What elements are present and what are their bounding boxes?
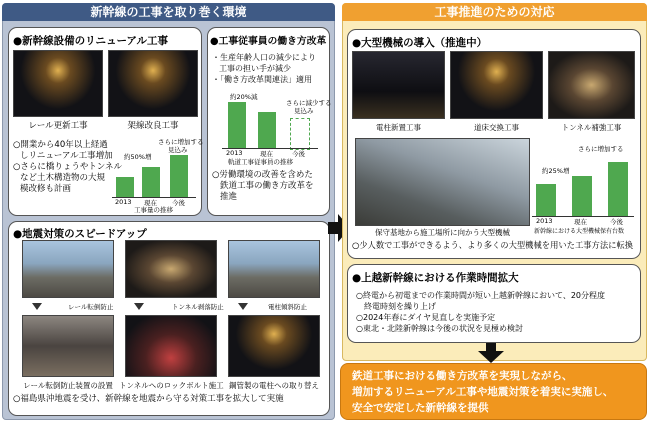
m-chart-pct: 約25%増 — [542, 167, 570, 175]
machines-footer: ○少人数で工事ができるよう、より多くの大型機械を用いた工事方法に転換 — [352, 240, 634, 250]
cat-2013: 2013 — [115, 198, 132, 206]
rock-bolt-photo — [125, 315, 217, 377]
machines-caption-1: 電柱新置工事 — [376, 123, 421, 132]
hours-text-4: ○東北・北陸新幹線は今後の状況を見極め検討 — [356, 324, 523, 333]
workers-chart — [218, 90, 332, 166]
seismic-arrow-1: レール転倒防止 — [68, 303, 114, 311]
w-chart-note-1: さらに減少する — [286, 99, 332, 107]
machines-caption-4: 保守基地から施工場所に向かう大型機械 — [375, 228, 510, 237]
pole-install-photo — [352, 51, 445, 119]
seismic-title: ●地震対策のスピードアップ — [13, 228, 147, 240]
seismic-arrow-3: 電柱傾斜防止 — [268, 303, 307, 311]
chart-caption: 工事量の推移 — [134, 206, 173, 214]
w-chart-pct: 約20%減 — [230, 93, 258, 101]
rail-renewal-caption: レール更新工事 — [28, 121, 88, 131]
machines-caption-3: トンネル補強工事 — [561, 123, 622, 132]
machines-chart — [532, 140, 638, 234]
arrow-down-icon — [134, 303, 144, 310]
depot-machine-photo — [355, 138, 530, 226]
conclusion-line-1: 鉄道工事における働き方改革を実現しながら、 — [352, 370, 573, 382]
workstyle-text-1: ・生産年齢人口の減少により — [212, 53, 316, 62]
renewal-text-5: 模改修も計画 — [20, 184, 72, 194]
m-bar-2013 — [536, 184, 556, 216]
w-chart-note-2: 見込み — [294, 107, 314, 115]
machines-title: ●大型機械の導入（推進中） — [352, 37, 488, 49]
catenary-photo — [108, 50, 198, 117]
w-bar-future — [290, 118, 310, 150]
right-section-header: 工事推進のための対応 — [342, 3, 647, 21]
conclusion-line-3: 安全で安定した新幹線を提供 — [352, 402, 489, 414]
tunnel-reinforce-photo — [548, 51, 635, 119]
workstyle-text-2: 工事の担い手が減少 — [219, 64, 291, 73]
steel-pole-photo — [228, 315, 320, 377]
w-cat-future: 今後 — [292, 150, 305, 158]
arrow-down-icon — [478, 343, 504, 363]
m-cat-2013: 2013 — [536, 217, 553, 225]
w-chart-caption: 軌道工事従事員の推移 — [228, 158, 293, 166]
hours-text-1: ○終電から初電までの作業時間が短い上越新幹線において、20分程度 — [356, 291, 605, 300]
derailed-train-photo — [22, 240, 114, 298]
seismic-arrow-2: トンネル剥落防止 — [172, 303, 224, 311]
ballast-photo — [450, 51, 543, 119]
w-cat-current: 現在 — [260, 150, 273, 158]
tunnel-damage-photo — [125, 240, 217, 298]
workstyle-text-6: 推進 — [220, 192, 238, 202]
machines-caption-2: 道床交換工事 — [474, 123, 519, 132]
chart-note-2: 見込み — [168, 146, 188, 154]
hours-title: ●上越新幹線における作業時間拡大 — [352, 272, 519, 284]
cat-future: 今後 — [172, 199, 185, 207]
bar-future — [170, 155, 188, 197]
cat-current: 現在 — [144, 199, 157, 207]
renewal-text-4: など土木構造物の大規 — [20, 173, 106, 183]
hours-text-3: ○2024年春にダイヤ見直しを実施予定 — [356, 313, 496, 322]
w-cat-2013: 2013 — [226, 149, 243, 157]
m-bar-future — [608, 162, 628, 216]
m-cat-future: 今後 — [610, 218, 623, 226]
m-chart-caption: 新幹線における大型機械保有台数 — [534, 228, 625, 235]
work-volume-chart — [112, 137, 204, 214]
workstyle-text-3: ・「働き方改革関連法」適用 — [212, 75, 312, 84]
chart-note-1: さらに増加する — [158, 138, 204, 146]
seismic-caption-3: 鋼管製の電柱への取り替え — [229, 381, 319, 390]
w-bar-current — [258, 112, 276, 148]
seismic-caption-2: トンネルへのロックボルト施工 — [119, 381, 224, 390]
seismic-footer: ○福島県沖地震を受け、新幹線を地震から守る対策工事を拡大して実施 — [13, 394, 284, 404]
w-bar-2013 — [228, 102, 246, 148]
workstyle-text-5: 鉄道工事の働き方改革を — [220, 181, 314, 191]
renewal-text-3: ○さらに橋りょうやトンネル — [13, 162, 122, 172]
left-section-header: 新幹線の工事を取り巻く環境 — [2, 3, 335, 21]
renewal-text-1: ○開業から40年以上経過 — [13, 140, 108, 150]
hours-text-2: 終電時刻を繰り上げ — [364, 302, 436, 311]
rail-device-photo — [22, 315, 114, 377]
arrow-down-icon — [238, 303, 248, 310]
renewal-title: ●新幹線設備のリニューアル工事 — [13, 35, 169, 47]
m-bar-current — [572, 176, 592, 216]
chart-pct: 約50%増 — [124, 153, 152, 161]
catenary-caption: 架線改良工事 — [127, 121, 179, 131]
tilted-pole-photo — [228, 240, 320, 298]
rail-renewal-photo — [13, 50, 103, 117]
seismic-caption-1: レール転倒防止装置の設置 — [23, 381, 113, 390]
arrow-down-icon — [32, 303, 42, 310]
renewal-text-2: しリニューアル工事増加 — [20, 151, 113, 161]
bar-current — [142, 167, 160, 197]
conclusion-line-2: 増加するリニューアル工事や地震対策を着実に実施し、 — [352, 386, 614, 398]
m-cat-current: 現在 — [574, 218, 587, 226]
workstyle-text-4: ○労働環境の改善を含めた — [212, 170, 313, 180]
workstyle-title: ●工事従事員の働き方改革 — [210, 36, 327, 47]
bar-2013 — [116, 177, 134, 197]
m-chart-note: さらに増加する — [578, 145, 624, 153]
arrow-row — [22, 301, 320, 313]
